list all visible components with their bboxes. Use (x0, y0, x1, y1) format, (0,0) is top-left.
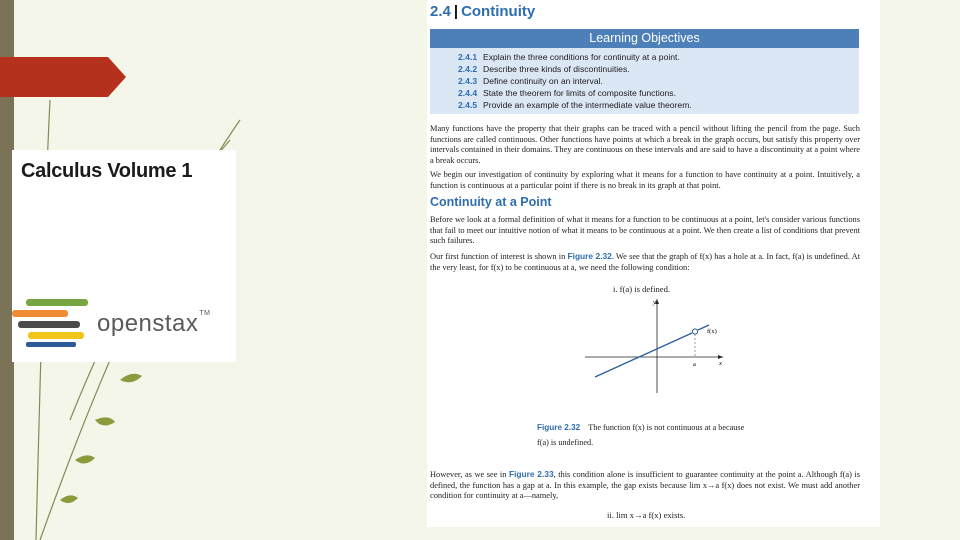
figure-graph (585, 295, 725, 395)
objective-text: State the theorem for limits of composite functions. (483, 88, 676, 98)
objective-number: 2.4.4 (458, 88, 478, 98)
objective-item (458, 76, 603, 86)
however-paragraph (430, 469, 860, 502)
before-paragraph: Before we look at a formal definition of what it means for a function to be continuous at a point, let's consider various functions that fail to meet our intuitive notion of what it means to be continuous at a point. We then create a list of conditions that prevent such failures. (430, 215, 860, 245)
objective-item (458, 100, 692, 110)
condition-two: ii. lim x→a f(x) exists. (607, 510, 686, 520)
objectives-list (430, 48, 859, 114)
condition-one: i. f(a) is defined. (613, 284, 671, 294)
intro-paragraph: Many functions have the property that their graphs can be traced with a pencil without lifting the pencil from the page. Such functions are called continuous. Other functions have points at which a break in the graph occurs, but satisfy this property over intervals contained in their domains. They are continuous on these intervals and are said to have a discontinuity at a point where a break occurs. (430, 124, 860, 165)
objective-item (458, 64, 630, 74)
function-line (595, 333, 692, 377)
book-cover (12, 150, 236, 362)
logo-trademark: TM (199, 310, 211, 317)
begin-paragraph: We begin our investigation of continuity by exploring what it means for a function to have continuity at a point. Intuitively, a function is continuous at a particular point if there is no break in its graph at that point. (430, 170, 860, 190)
section-name: Continuity (461, 3, 536, 20)
book-title: Calculus Volume 1 (21, 160, 193, 182)
section-title (430, 3, 535, 20)
text-run: However, as we see in (430, 470, 507, 479)
openstax-logo-icon (12, 299, 92, 349)
first-function-paragraph (430, 251, 860, 273)
figure-link[interactable]: Figure 2.33 (508, 469, 554, 479)
a-tick-label: a (693, 361, 696, 368)
figure-link[interactable]: Figure 2.32 (567, 251, 612, 261)
objective-number: 2.4.2 (458, 64, 478, 74)
figure-caption (537, 420, 757, 450)
text-run: Our first function of interest is shown in (430, 252, 566, 261)
logo-text: openstax (97, 310, 199, 337)
objective-text: Provide an example of the intermediate value theorem. (483, 100, 692, 110)
document-page (427, 0, 880, 527)
objective-text: Explain the three conditions for continuity at a point. (483, 52, 680, 62)
objectives-heading: Learning Objectives (430, 29, 859, 48)
objective-item (458, 52, 680, 62)
objective-number: 2.4.3 (458, 76, 478, 86)
objective-number: 2.4.1 (458, 52, 478, 62)
objective-item (458, 88, 676, 98)
openstax-wordmark (97, 310, 211, 338)
objective-text: Describe three kinds of discontinuities. (483, 64, 630, 74)
subsection-title: Continuity at a Point (430, 195, 552, 209)
caption-text: The function f(x) is not continuous at a because f(a) is undefined. (537, 423, 745, 447)
text-run: . We see that the graph of f(x) has a hole at a. In fact, f(a) is undefined. At the very least, for f(x) to be continuous at a, we need the following condition: (430, 252, 861, 272)
x-axis-label: x (719, 360, 722, 367)
text-run: , this condition alone is insufficient to guarantee continuity at the point a. Although f(a) is defined, the function has a gap at a. In this example, the gap exists because lim x→a f(x) does not exist. We must add another condition for continuity at a—namely, (430, 470, 861, 500)
title-separator: | (453, 3, 459, 20)
section-number: 2.4 (430, 3, 451, 20)
hole-marker (692, 329, 697, 334)
objective-text: Define continuity on an interval. (483, 76, 603, 86)
curve-label: f(x) (707, 328, 717, 335)
red-accent-tab (0, 57, 126, 97)
y-axis-label: y (653, 299, 656, 306)
objective-number: 2.4.5 (458, 100, 478, 110)
caption-label: Figure 2.32 (537, 423, 581, 432)
